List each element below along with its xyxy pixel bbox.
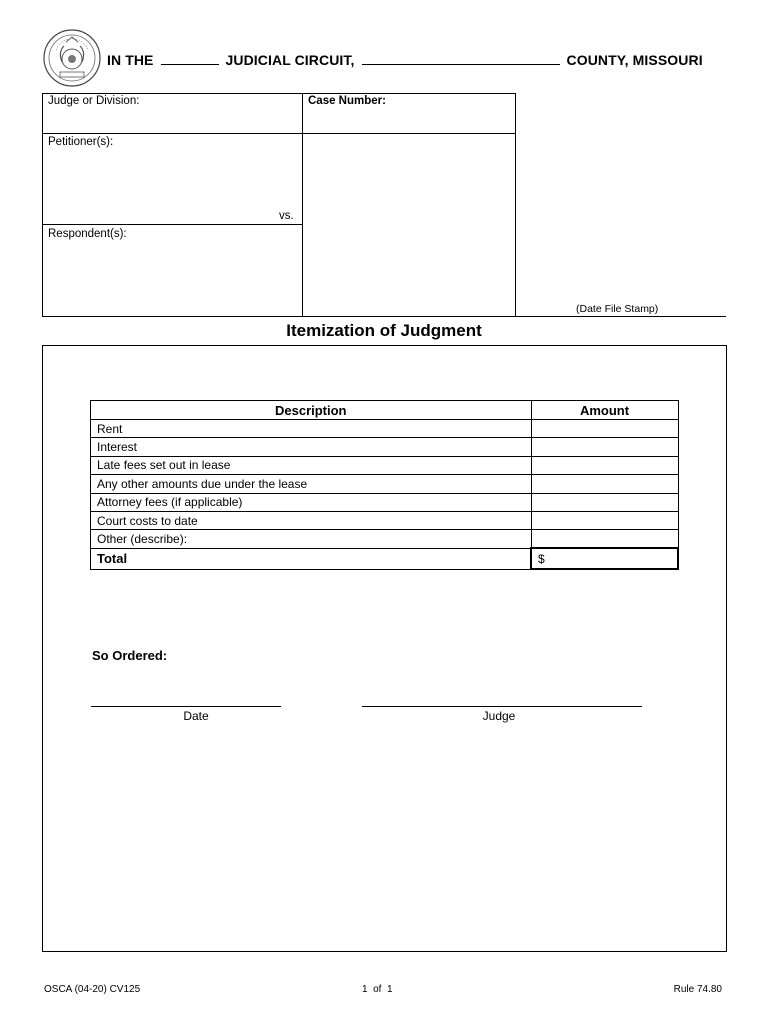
row-label-attorney-fees: Attorney fees (if applicable) (91, 493, 532, 511)
table-row (91, 530, 679, 548)
amount-field-court-costs[interactable] (531, 511, 678, 529)
row-label-other-lease: Any other amounts due under the lease (91, 475, 532, 493)
row-label-court-costs: Court costs to date (91, 511, 532, 529)
missouri-state-seal-icon (42, 28, 102, 88)
court-header (107, 50, 703, 68)
row-label-rent: Rent (91, 420, 532, 438)
date-file-stamp-label: (Date File Stamp) (576, 303, 659, 315)
table-row (91, 456, 679, 474)
date-label: Date (183, 709, 209, 723)
row-label-interest: Interest (91, 438, 532, 456)
respondent-label: Respondent(s): (48, 228, 127, 240)
date-file-stamp-line (516, 316, 726, 317)
page-number: 1 of 1 (362, 984, 393, 995)
table-row (91, 438, 679, 456)
petitioner-label: Petitioner(s): (48, 136, 114, 148)
itemization-table (90, 400, 679, 570)
amount-field-rent[interactable] (531, 420, 678, 438)
judge-signature-line[interactable] (362, 706, 642, 707)
rule-number: Rule 74.80 (673, 984, 722, 995)
table-row (91, 475, 679, 493)
case-number-divider (302, 133, 516, 134)
amount-field-other-lease[interactable] (531, 475, 678, 493)
table-header-row (91, 401, 679, 420)
case-box-bottom (42, 316, 516, 317)
table-row (91, 493, 679, 511)
amount-field-other-describe[interactable] (531, 530, 678, 548)
circuit-number-field[interactable] (161, 50, 219, 65)
amount-field-interest[interactable] (531, 438, 678, 456)
header-part-1: IN THE (107, 52, 154, 68)
table-row (91, 511, 679, 529)
total-label: Total (91, 548, 532, 569)
header-part-2: JUDICIAL CIRCUIT, (225, 52, 355, 68)
form-id: OSCA (04-20) CV125 (44, 984, 141, 995)
case-number-label: Case Number: (308, 95, 386, 107)
total-amount-field[interactable]: $ (531, 548, 678, 569)
case-info-box (42, 93, 516, 317)
judge-divider (42, 133, 302, 134)
table-row (91, 420, 679, 438)
petitioner-divider (42, 224, 302, 225)
total-row (91, 548, 679, 569)
vs-label: vs. (279, 210, 294, 222)
header-part-3: COUNTY, MISSOURI (566, 52, 703, 68)
row-label-other-describe: Other (describe): (91, 530, 532, 548)
so-ordered-label: So Ordered: (92, 648, 168, 663)
amount-header: Amount (531, 401, 678, 420)
section-title: Itemization of Judgment (286, 321, 482, 340)
description-header: Description (91, 401, 532, 420)
case-box-divider-vertical (302, 93, 303, 317)
judge-label: Judge (482, 709, 516, 723)
judge-division-label: Judge or Division: (48, 95, 140, 107)
date-signature-line[interactable] (91, 706, 281, 707)
amount-field-late-fees[interactable] (531, 456, 678, 474)
amount-field-attorney-fees[interactable] (531, 493, 678, 511)
county-name-field[interactable] (362, 50, 560, 65)
row-label-late-fees: Late fees set out in lease (91, 456, 532, 474)
